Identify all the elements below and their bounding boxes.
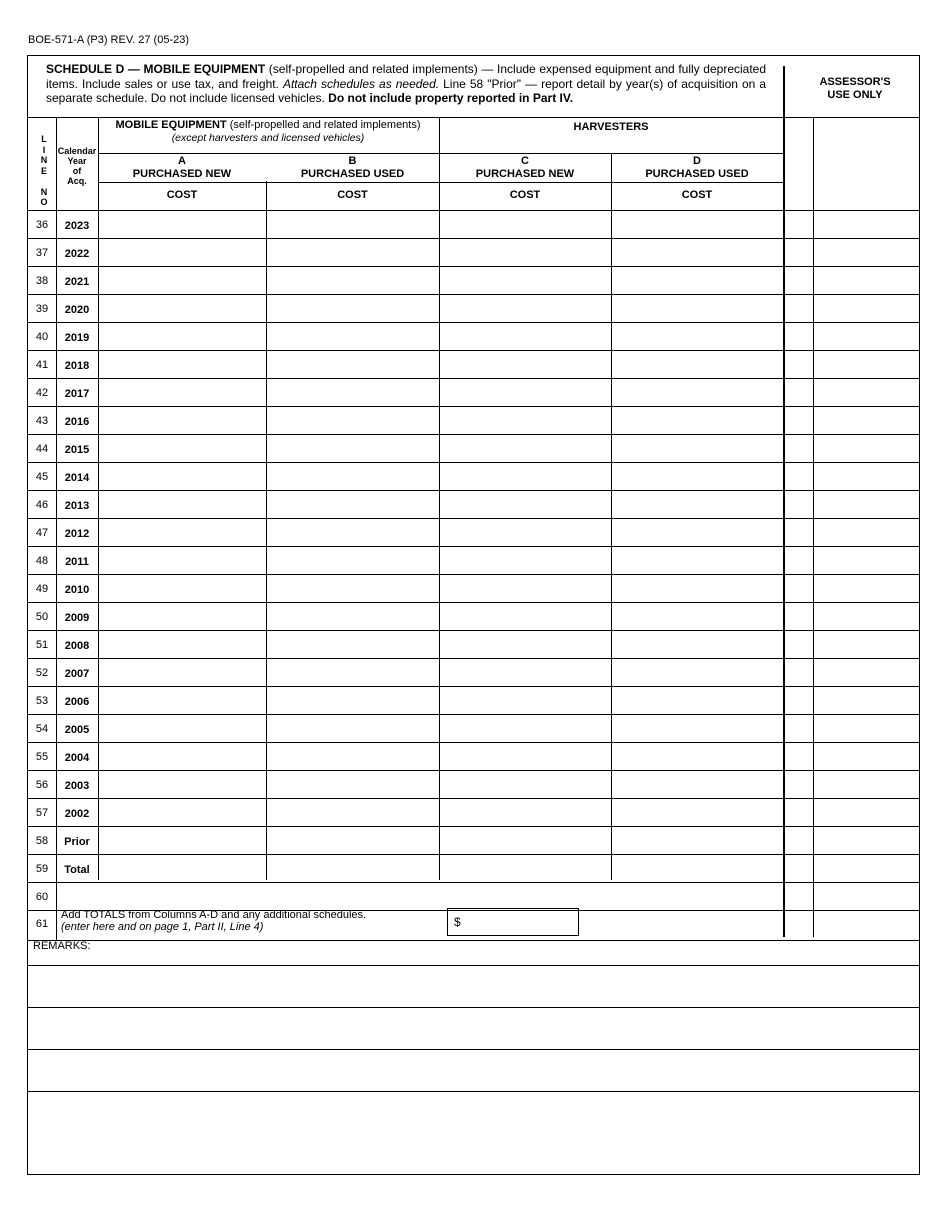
assessor-divider — [783, 66, 785, 937]
cost-input-b[interactable] — [267, 855, 438, 881]
assessor-use-only — [790, 76, 920, 102]
row-year: 2013 — [64, 500, 90, 512]
cost-input-d[interactable] — [612, 351, 782, 377]
cost-input-b[interactable] — [267, 351, 438, 377]
cost-input-a[interactable] — [99, 267, 265, 293]
cost-input-d[interactable] — [612, 715, 782, 741]
cost-input-b[interactable] — [267, 519, 438, 545]
remarks-input-line[interactable] — [29, 1134, 918, 1174]
mobile-subtitle: (except harvesters and licensed vehicles) — [171, 132, 365, 144]
schedule-intro — [46, 62, 766, 106]
line-number: 48 — [35, 555, 49, 567]
cost-input-a[interactable] — [99, 715, 265, 741]
assessor-cell[interactable] — [814, 687, 918, 713]
line-number: 61 — [35, 918, 49, 930]
cost-input-d[interactable] — [612, 295, 782, 321]
line-number: 44 — [35, 443, 49, 455]
cost-input-d[interactable] — [612, 855, 782, 881]
intro-text-1: (self-propelled and related implements) — Include expensed equipment and fully depreciated items. Include sales or use tax, and freight. — [46, 62, 767, 91]
cost-input-c[interactable] — [440, 351, 610, 377]
cost-line — [98, 182, 783, 183]
cost-input-b[interactable] — [267, 743, 438, 769]
assessor-line-1: ASSESSOR'S — [819, 76, 891, 88]
cost-input-d[interactable] — [612, 463, 782, 489]
cal-year-word: of — [72, 166, 82, 176]
cost-input-c[interactable] — [440, 407, 610, 433]
assessor-cell[interactable] — [814, 603, 918, 629]
cost-input-a[interactable] — [99, 351, 265, 377]
cost-input-c[interactable] — [440, 687, 610, 713]
cost-header-d: COST — [681, 189, 713, 201]
row-year: 2005 — [64, 724, 90, 736]
cost-input-c[interactable] — [440, 463, 610, 489]
cost-input-b[interactable] — [267, 211, 438, 237]
dollar-sign: $ — [454, 915, 461, 929]
cost-input-b[interactable] — [267, 323, 438, 349]
line-number: 45 — [35, 471, 49, 483]
assessor-cell[interactable] — [814, 771, 918, 797]
cost-input-b[interactable] — [267, 827, 438, 853]
cost-input-c[interactable] — [440, 323, 610, 349]
line-61-bottom — [28, 940, 919, 941]
cost-input-c[interactable] — [440, 715, 610, 741]
assessor-cell[interactable] — [814, 799, 918, 825]
column-label: PURCHASED NEW — [132, 168, 232, 180]
cost-input-a[interactable] — [99, 799, 265, 825]
cost-input-c[interactable] — [440, 827, 610, 853]
cal-year-word: Acq. — [67, 176, 87, 186]
cost-input-a[interactable] — [99, 855, 265, 881]
cost-input-a[interactable] — [99, 631, 265, 657]
cost-input-a[interactable] — [99, 295, 265, 321]
row-year: 2003 — [64, 780, 90, 792]
cost-input-b[interactable] — [267, 491, 438, 517]
line-no-letter: L — [41, 134, 47, 144]
cost-input-a[interactable] — [99, 211, 265, 237]
assessor-line-2: USE ONLY — [827, 89, 883, 101]
cost-input-c[interactable] — [440, 295, 610, 321]
column-label: PURCHASED USED — [645, 168, 749, 180]
cost-header-a: COST — [166, 189, 198, 201]
line-number: 52 — [35, 667, 49, 679]
row-year: 2015 — [64, 444, 90, 456]
line-number: 37 — [35, 247, 49, 259]
column-label: PURCHASED USED — [300, 168, 405, 180]
column-header-d — [611, 155, 783, 181]
line-60-bottom — [28, 910, 919, 911]
cost-input-b[interactable] — [267, 715, 438, 741]
cost-input-c[interactable] — [440, 743, 610, 769]
assessor-cell[interactable] — [814, 631, 918, 657]
row-year: 2022 — [64, 248, 90, 260]
cost-input-c[interactable] — [440, 603, 610, 629]
row-line — [28, 882, 919, 883]
line-no-letter: N — [40, 186, 48, 197]
assessor-cell[interactable] — [814, 743, 918, 769]
cost-input-b[interactable] — [267, 603, 438, 629]
cost-input-a[interactable] — [99, 547, 265, 573]
line-no-letter: I — [42, 144, 46, 155]
cost-input-c[interactable] — [440, 659, 610, 685]
cost-input-d[interactable] — [612, 659, 782, 685]
assessor-cell[interactable] — [814, 491, 918, 517]
cost-input-a[interactable] — [99, 407, 265, 433]
cost-input-d[interactable] — [612, 239, 782, 265]
line-61-text: Add TOTALS from Columns A-D and any additional schedules. — [61, 909, 367, 921]
cost-input-a[interactable] — [99, 659, 265, 685]
row-year: 2023 — [64, 220, 90, 232]
cost-input-c[interactable] — [440, 771, 610, 797]
row-year: 2002 — [64, 808, 90, 820]
line-number: 36 — [35, 219, 49, 231]
cost-input-a[interactable] — [99, 463, 265, 489]
cost-input-d[interactable] — [612, 379, 782, 405]
cost-input-d[interactable] — [612, 211, 782, 237]
line-number: 42 — [35, 387, 49, 399]
cost-input-b[interactable] — [267, 687, 438, 713]
cost-header-b: COST — [337, 189, 368, 201]
column-header-a — [98, 155, 266, 181]
row-year: 2020 — [64, 304, 90, 316]
column-letter: B — [348, 155, 357, 167]
cost-input-a[interactable] — [99, 239, 265, 265]
cost-input-a[interactable] — [99, 575, 265, 601]
row-year: 2012 — [64, 528, 90, 540]
cal-year-word: Calendar — [57, 146, 97, 156]
cost-input-a[interactable] — [99, 743, 265, 769]
cost-input-a[interactable] — [99, 379, 265, 405]
cost-input-c[interactable] — [440, 435, 610, 461]
line-61-description — [61, 909, 366, 933]
row-year: 2004 — [64, 752, 90, 764]
remarks-input-line[interactable] — [29, 966, 918, 1006]
row-year: 2006 — [64, 696, 90, 708]
assessor-cell[interactable] — [814, 659, 918, 685]
cost-input-d[interactable] — [612, 547, 782, 573]
line-number: 40 — [35, 331, 49, 343]
intro-bold-end: Do not include property reported in Part IV. — [328, 91, 574, 105]
row-year: 2021 — [64, 276, 90, 288]
line-61-total-field[interactable] — [447, 908, 579, 936]
cost-input-a[interactable] — [99, 491, 265, 517]
cost-input-c[interactable] — [440, 547, 610, 573]
line-number: 41 — [35, 359, 49, 371]
line-no-letter: N — [40, 155, 48, 165]
row-year: 2016 — [64, 416, 90, 428]
row-year: 2007 — [64, 668, 90, 680]
line-number: 55 — [35, 751, 49, 763]
line-number: 56 — [35, 779, 49, 791]
row-year: 2019 — [64, 332, 90, 344]
cost-input-d[interactable] — [612, 407, 782, 433]
cost-input-c[interactable] — [440, 267, 610, 293]
cost-header-c: COST — [509, 189, 541, 201]
cost-input-d[interactable] — [612, 267, 782, 293]
line-number: 59 — [35, 863, 49, 875]
row-year: 2014 — [64, 472, 90, 484]
form-code: BOE-571-A (P3) REV. 27 (05-23) — [28, 34, 190, 46]
row-year: 2017 — [64, 388, 90, 400]
cost-input-a[interactable] — [99, 519, 265, 545]
column-letter: C — [521, 155, 529, 167]
cost-input-a[interactable] — [99, 603, 265, 629]
column-label: PURCHASED NEW — [475, 168, 575, 180]
column-header-c — [439, 155, 611, 181]
assessor-cell[interactable] — [814, 379, 918, 405]
row-year: 2009 — [64, 612, 90, 624]
row-year: Total — [64, 864, 90, 876]
cost-input-b[interactable] — [267, 631, 438, 657]
cost-input-b[interactable] — [267, 435, 438, 461]
line-no-letter: O — [40, 197, 48, 207]
cost-input-b[interactable] — [267, 659, 438, 685]
cal-year-word: Year — [67, 156, 87, 166]
line-number: 60 — [35, 891, 49, 903]
subheader-line — [98, 153, 783, 154]
column-letter: A — [178, 155, 186, 167]
harvesters-header: HARVESTERS — [573, 121, 649, 133]
cost-input-b[interactable] — [267, 407, 438, 433]
cost-input-d[interactable] — [612, 799, 782, 825]
cost-input-b[interactable] — [267, 547, 438, 573]
line-number: 54 — [35, 723, 49, 735]
column-header-b — [266, 155, 439, 181]
cost-input-b[interactable] — [267, 295, 438, 321]
assessor-cell[interactable] — [814, 267, 918, 293]
cost-input-a[interactable] — [99, 435, 265, 461]
line-no-divider — [56, 882, 57, 940]
cost-input-c[interactable] — [440, 631, 610, 657]
line-number: 38 — [35, 275, 49, 287]
line-no-letter — [30, 176, 58, 187]
line-number: 50 — [35, 611, 49, 623]
cost-input-a[interactable] — [99, 827, 265, 853]
cost-input-c[interactable] — [440, 799, 610, 825]
header-bottom-line — [28, 117, 919, 118]
cost-input-c[interactable] — [440, 211, 610, 237]
remarks-input-line[interactable] — [29, 1008, 918, 1048]
cost-input-d[interactable] — [612, 603, 782, 629]
cost-input-c[interactable] — [440, 575, 610, 601]
remarks-label: REMARKS: — [33, 940, 91, 952]
row-year: 2018 — [64, 360, 90, 372]
remarks-input-line[interactable] — [29, 1050, 918, 1090]
line-number: 46 — [35, 499, 49, 511]
assessor-cell[interactable] — [814, 715, 918, 741]
cost-input-c[interactable] — [440, 855, 610, 881]
assessor-cell[interactable] — [814, 351, 918, 377]
cost-input-c[interactable] — [440, 379, 610, 405]
row-year: 2010 — [64, 584, 90, 596]
line-61-note: (enter here and on page 1, Part II, Line 4) — [61, 921, 264, 933]
assessor-cell[interactable] — [814, 239, 918, 265]
line-number: 51 — [35, 639, 49, 651]
cost-input-b[interactable] — [267, 575, 438, 601]
line-number: 43 — [35, 415, 49, 427]
cost-input-b[interactable] — [267, 379, 438, 405]
assessor-cell[interactable] — [814, 827, 918, 853]
intro-italic: Attach schedules as needed. — [282, 76, 440, 91]
cost-input-d[interactable] — [612, 491, 782, 517]
cost-input-b[interactable] — [267, 799, 438, 825]
row-year: 2011 — [65, 556, 89, 568]
assessor-cell[interactable] — [814, 295, 918, 321]
schedule-d-form — [27, 55, 920, 1175]
intro-text-2: Line 58 "Prior" — report detail by year(s) of acquisition on a separate schedule. Do not include licensed vehicles. — [46, 76, 767, 105]
cost-input-a[interactable] — [99, 771, 265, 797]
cost-input-c[interactable] — [440, 491, 610, 517]
assessor-cell[interactable] — [814, 407, 918, 433]
cost-input-b[interactable] — [267, 463, 438, 489]
line-number: 57 — [35, 807, 49, 819]
assessor-cell[interactable] — [814, 519, 918, 545]
mobile-equipment-header — [98, 119, 438, 145]
cost-input-a[interactable] — [99, 323, 265, 349]
cost-input-d[interactable] — [612, 323, 782, 349]
assessor-cell[interactable] — [814, 323, 918, 349]
cost-input-b[interactable] — [267, 239, 438, 265]
row-year: 2008 — [64, 640, 90, 652]
mobile-title-rest: (self-propelled and related implements) — [226, 119, 421, 131]
line-number: 39 — [35, 303, 49, 315]
assessor-cell[interactable] — [814, 575, 918, 601]
assessor-cell[interactable] — [814, 463, 918, 489]
assessor-cell[interactable] — [814, 855, 918, 881]
schedule-title: SCHEDULE D — MOBILE EQUIPMENT — [46, 62, 266, 76]
cost-input-c[interactable] — [440, 519, 610, 545]
line-no-letter: E — [40, 165, 47, 176]
assessor-cell[interactable] — [814, 211, 918, 237]
cost-input-d[interactable] — [612, 827, 782, 853]
line-number: 49 — [35, 583, 49, 595]
cost-input-a[interactable] — [99, 687, 265, 713]
cost-input-d[interactable] — [612, 575, 782, 601]
row-year: Prior — [64, 836, 90, 848]
cost-input-d[interactable] — [612, 519, 782, 545]
cost-input-d[interactable] — [612, 743, 782, 769]
calendar-year-header — [56, 146, 98, 186]
cost-input-d[interactable] — [612, 687, 782, 713]
line-number: 58 — [35, 835, 49, 847]
column-letter: D — [693, 155, 701, 167]
line-number: 47 — [35, 527, 49, 539]
cost-input-d[interactable] — [612, 631, 782, 657]
assessor-cell[interactable] — [814, 435, 918, 461]
line-number: 53 — [35, 695, 49, 707]
cost-input-d[interactable] — [612, 771, 782, 797]
cost-input-b[interactable] — [267, 267, 438, 293]
cost-input-d[interactable] — [612, 435, 782, 461]
mobile-title: MOBILE EQUIPMENT — [115, 119, 227, 131]
line-no-header — [30, 134, 58, 208]
cost-input-c[interactable] — [440, 239, 610, 265]
cost-input-b[interactable] — [267, 771, 438, 797]
assessor-cell[interactable] — [814, 547, 918, 573]
remarks-input-line[interactable] — [29, 1092, 918, 1132]
